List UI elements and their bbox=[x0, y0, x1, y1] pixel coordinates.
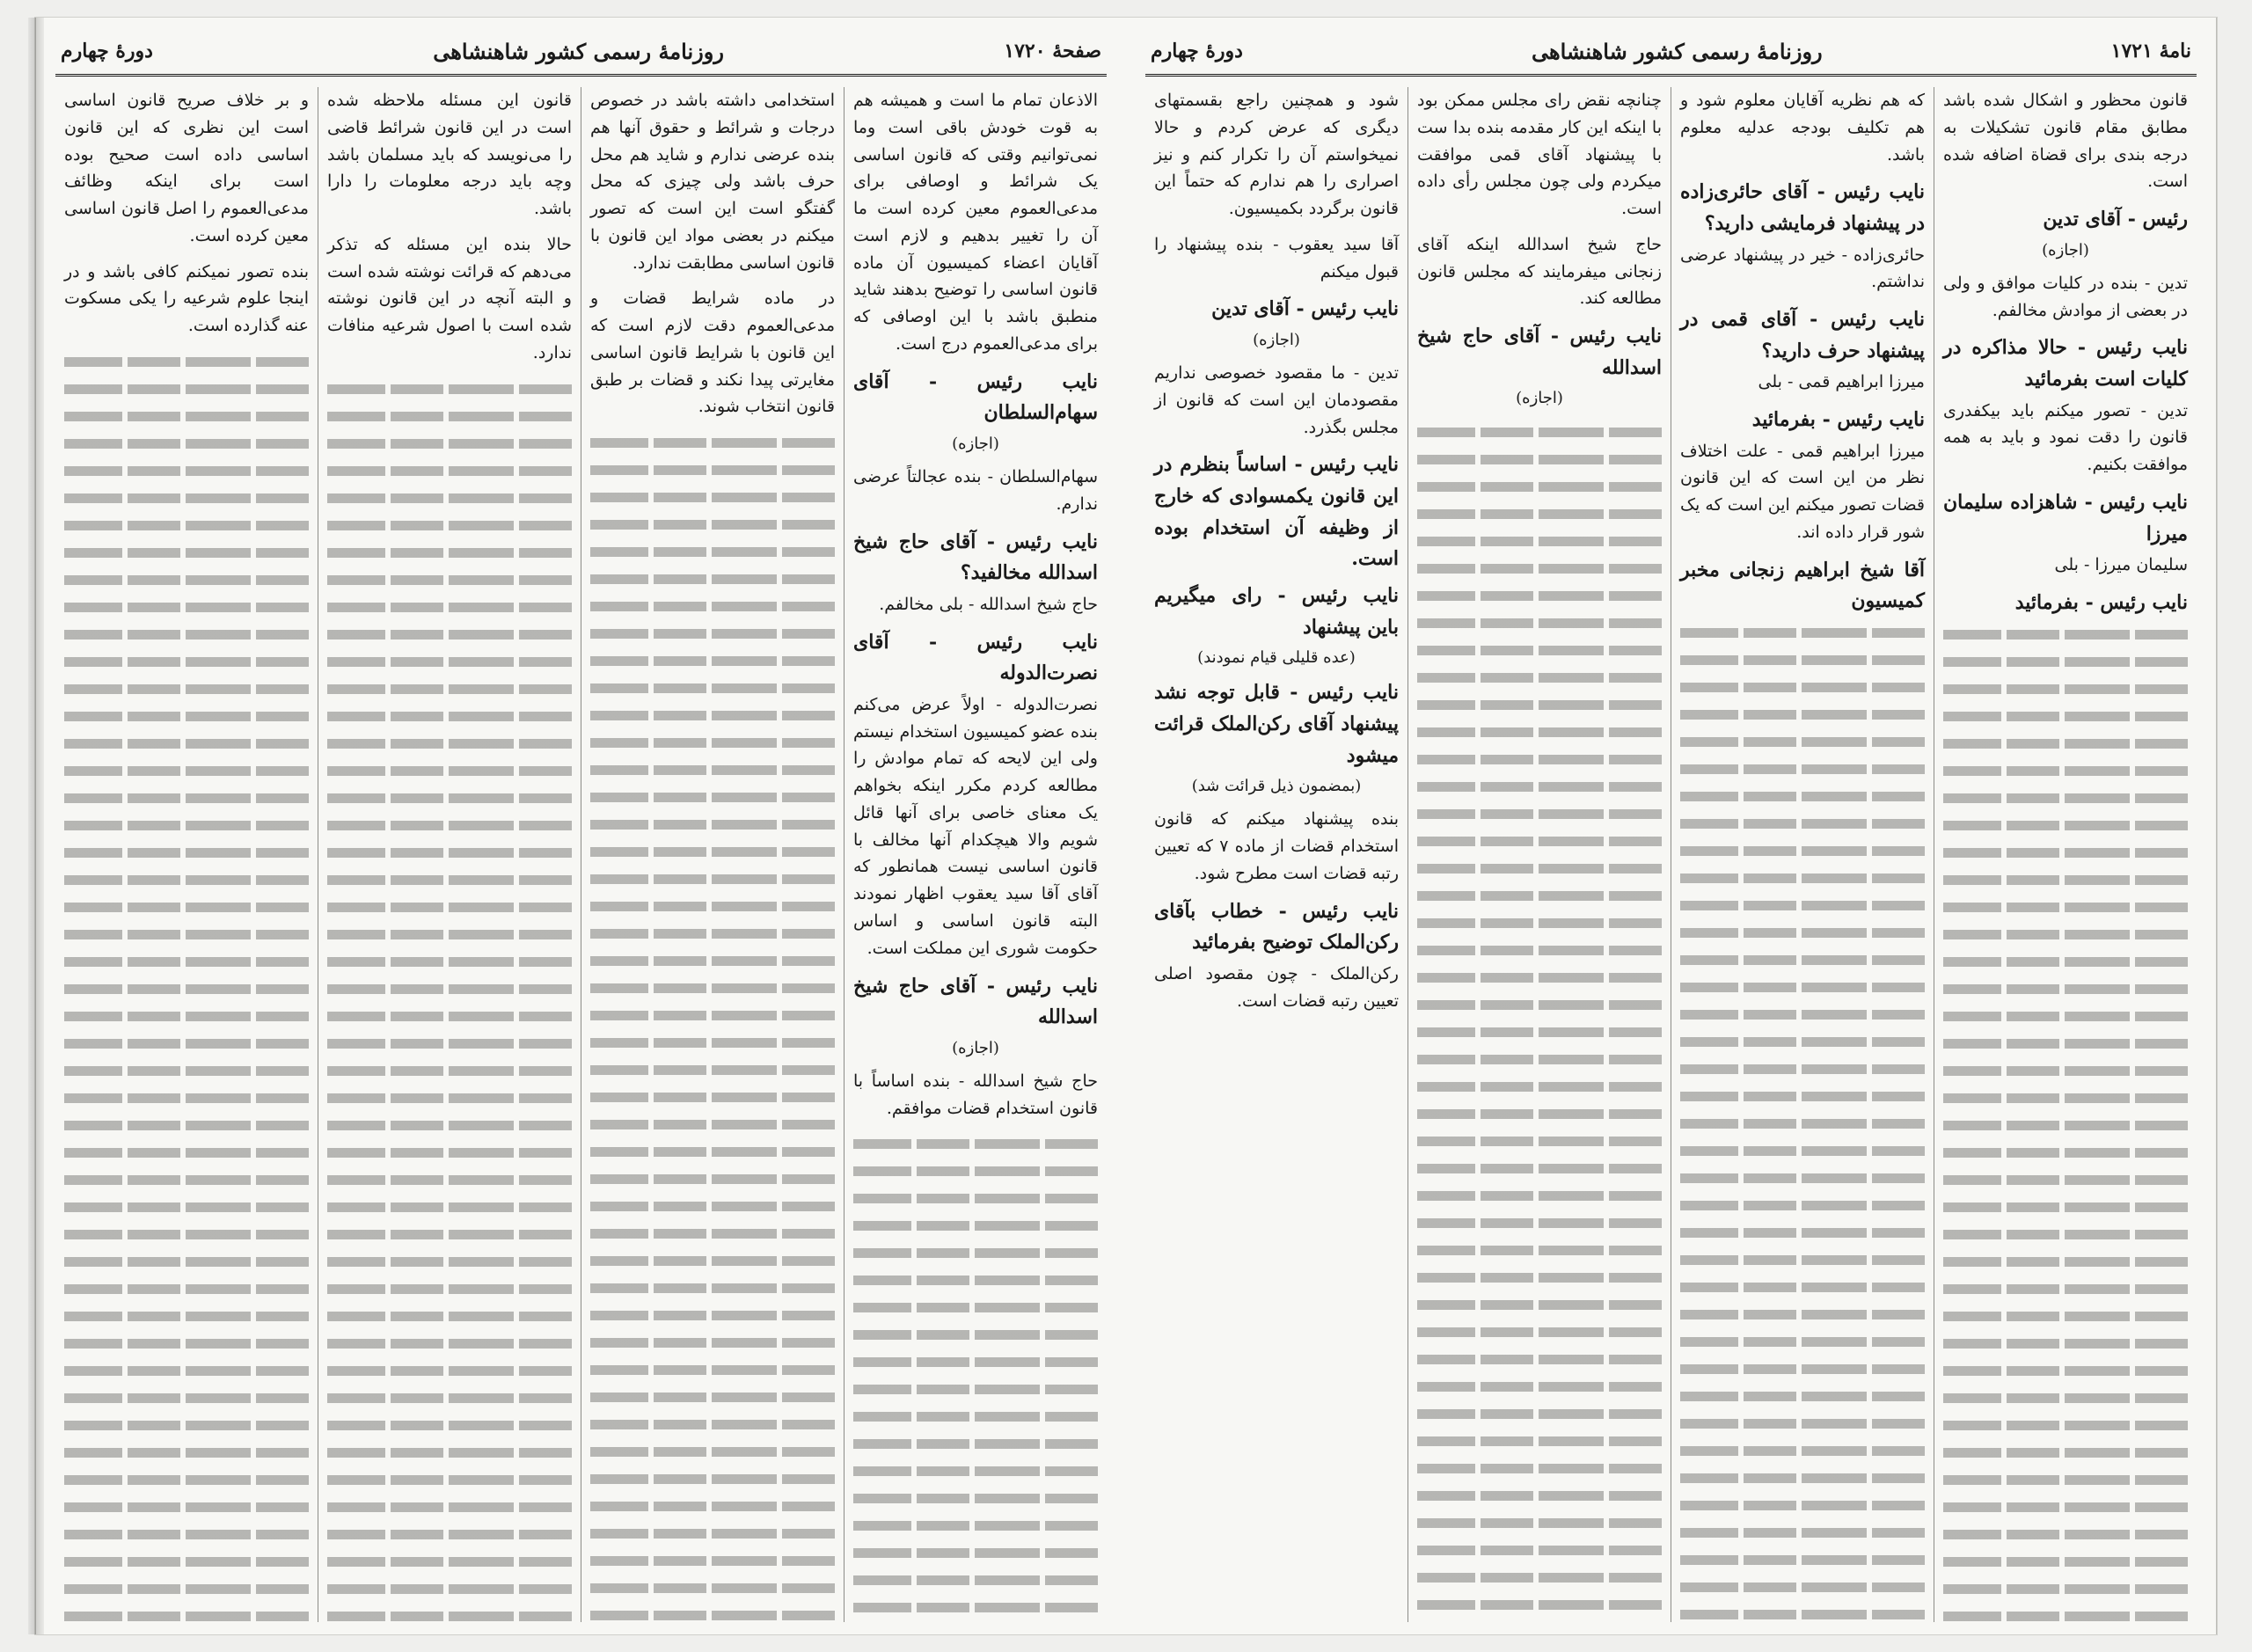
paragraph: قانون محظور و اشکال شده باشد مطابق مقام قانون تشکیلات به درجه بندی برای قضاة اضافه شده است. bbox=[1943, 91, 2188, 192]
period-label: دورهٔ چهارم bbox=[1151, 40, 1243, 62]
paragraph: شود و همچنین راجع بقسمتهای دیگری که عرض کردم و حالا نمیخواستم آن را تکرار کنم و نیز اصراری را هم ندارم که حتماً این قانون برگردد بکمیسیون. bbox=[1154, 91, 1399, 219]
speaker-heading: نایب رئیس - آقای تدین bbox=[1211, 297, 1399, 321]
paragraph: حائری‌زاده - خیر در پیشنهاد عرضی نداشتم. bbox=[1680, 245, 1925, 292]
illegible-text-block bbox=[64, 348, 309, 1622]
illegible-text-block bbox=[327, 376, 572, 1622]
page-gutter-shadow bbox=[28, 18, 44, 1634]
illegible-text-block bbox=[1417, 419, 1662, 1622]
illegible-text-block bbox=[853, 1130, 1098, 1622]
text-column bbox=[844, 87, 1107, 1622]
paragraph: سلیمان میرزا - بلی bbox=[2054, 555, 2188, 575]
right-page bbox=[35, 18, 1126, 1634]
speaker-heading: نایب رئیس - رای میگیریم باین پیشنهاد bbox=[1154, 583, 1399, 639]
text-column bbox=[318, 87, 581, 1622]
page-number: صفحهٔ ۱۷۲۰ bbox=[1004, 40, 1101, 62]
parenthetical-note: (اجازه) bbox=[952, 434, 999, 453]
paragraph: الاذعان تمام ما است و همیشه هم به قوت خودش باقی است وما نمی‌توانیم وقتی که قانون اساسی یک شرائط و اوصافی برای مدعی‌العموم معین کرده است ما آن را تغییر بدهیم و لازم است آقایان اعضاء کمیسیون آن ماده قانون اساسی را توضیح بدهند شاید منطبق باشد با این اوصافی که برای مدعی‌العموم درج است. bbox=[853, 91, 1098, 354]
paragraph: حاج شیخ اسدالله اینکه آقای زنجانی میفرمایند که مجلس قانون مطالعه کند. bbox=[1417, 234, 1662, 309]
text-column bbox=[1408, 87, 1671, 1622]
text-column bbox=[1145, 87, 1408, 1622]
paragraph: حاج شیخ اسدالله - بلی مخالفم. bbox=[879, 594, 1098, 614]
speaker-heading: نایب رئیس - قابل توجه نشد پیشنهاد آقای رکن‌الملک قرائت میشود bbox=[1154, 681, 1399, 767]
paragraph: سهام‌السلطان - بنده عجالتاً عرضی ندارم. bbox=[853, 467, 1098, 514]
parenthetical-note: (بمضمون ذیل قرائت شد) bbox=[1191, 777, 1362, 796]
speaker-heading: نایب رئیس - آقای حاج شیخ اسدالله مخالفید؟ bbox=[853, 530, 1098, 585]
parenthetical-note: (اجازه) bbox=[2042, 240, 2089, 259]
right-page-header bbox=[55, 33, 1107, 77]
speaker-heading: آقا شیخ ابراهیم زنجانی مخبر کمیسیون bbox=[1680, 558, 1925, 613]
speaker-heading: نایب رئیس - آقای حاج شیخ اسدالله bbox=[1417, 325, 1662, 379]
text-column bbox=[55, 87, 318, 1622]
speaker-heading: نایب رئیس - آقای حاج شیخ اسدالله bbox=[853, 974, 1098, 1029]
parenthetical-note: (اجازه) bbox=[1516, 389, 1563, 408]
paragraph: آقا سید یعقوب - بنده پیشنهاد را قبول میکنم bbox=[1154, 234, 1399, 281]
paragraph: که هم نظریه آقایان معلوم شود و هم تکلیف بودجه عدلیه معلوم باشد. bbox=[1680, 91, 1925, 164]
speaker-heading: نایب رئیس - آقای قمی در پیشنهاد حرف دارید؟ bbox=[1680, 308, 1925, 362]
speaker-heading: نایب رئیس - آقای نصرت‌الدوله bbox=[853, 630, 1098, 685]
paragraph: قانون این مسئله ملاحظه شده است در این قانون شرائط قاضی را می‌نویسد که باید مسلمان باشد وچه باید درجه معلومات را دارا باشد. bbox=[327, 91, 572, 219]
speaker-heading: نایب رئیس - آقای سهام‌السلطان bbox=[853, 369, 1098, 425]
paragraph: تدین - تصور میکنم باید بیکفدری قانون را دقت نمود و باید به همه موافقت بکنیم. bbox=[1943, 400, 2188, 475]
paragraph: بنده تصور نمیکنم کافی باشد و در اینجا علوم شرعیه را یکی مسکوت عنه گذارده است. bbox=[64, 261, 309, 336]
left-page-columns bbox=[1145, 87, 2197, 1622]
text-column bbox=[1934, 87, 2197, 1622]
paragraph: و بر خلاف صریح قانون اساسی است این نظری که این قانون اساسی داده است صحیح بوده است برای اینکه وظائف مدعی‌العموم را اصل قانون اساسی معین کرده است. bbox=[64, 91, 309, 245]
paragraph: تدین - ما مقصود خصوصی نداریم مقصودمان این است که قانون از مجلس بگذرد. bbox=[1154, 363, 1399, 437]
text-column bbox=[1671, 87, 1934, 1622]
paragraph: نصرت‌الدوله - اولاً عرض می‌کنم بنده عضو کمیسیون استخدام نیستم ولی این لایحه که تمام موادش را مطالعه کردم مکرر اینکه بخواهم یک معنای خاصی برای آنها قائل شویم والا هیچکدام آنها مخالف با قانون اساسی نیست همانطور که آقای آقا سید یعقوب اظهار نمودند البته قانون اساسی و اساس حکومت شوری این مملکت است. bbox=[853, 694, 1098, 958]
parenthetical-note: (اجازه) bbox=[952, 1038, 999, 1057]
left-page bbox=[1126, 18, 2217, 1634]
paragraph: چنانچه نقض رای مجلس ممکن بود با اینکه این کار مقدمه بنده بدا ست با پیشنهاد آقای قمی موافقت میکردم ولی چون مجلس رأی داده است. bbox=[1417, 91, 1662, 219]
speaker-heading: نایب رئیس - خطاب بآقای رکن‌الملک توضیح بفرمائید bbox=[1154, 899, 1399, 954]
paragraph: بنده پیشنهاد میکنم که قانون استخدام قضات از ماده ۷ که تعیین رتبه قضات است مطرح شود. bbox=[1154, 809, 1399, 883]
left-page-header bbox=[1145, 33, 2197, 77]
speaker-heading: نایب رئیس - بفرمائید bbox=[1751, 408, 1925, 432]
page-number: نامهٔ ۱۷۲۱ bbox=[2110, 40, 2191, 62]
paragraph: میرزا ابراهیم قمی - علت اختلاف نظر من این است که این قانون قضات تصور میکنم این است که یک شور قرار داده اند. bbox=[1680, 441, 1925, 543]
illegible-text-block bbox=[1680, 619, 1925, 1622]
speaker-heading: نایب رئیس - اساساً بنظرم در این قانون یکمسوادی که خارج از وظیفه آن استخدام بوده است. bbox=[1154, 453, 1399, 571]
newspaper-title: روزنامهٔ رسمی کشور شاهنشاهی bbox=[433, 38, 724, 64]
text-column bbox=[581, 87, 844, 1622]
paragraph: استخدامی داشته باشد در خصوص درجات و شرائط و حقوق آنها هم بنده عرضی ندارم و شاید هم محل حرف باشد ولی چیزی که محل گفتگو است این است که تصور میکنم در بعضی مواد این قانون با قانون اساسی مطابقت ندارد. bbox=[590, 91, 835, 273]
parenthetical-note: (اجازه) bbox=[1253, 330, 1300, 349]
parenthetical-note: (عده قلیلی قیام نمودند) bbox=[1197, 648, 1356, 668]
speaker-heading: نایب رئیس - بفرمائید bbox=[2014, 590, 2188, 614]
paragraph: در ماده شرایط قضات و مدعی‌العموم دقت لازم است که این قانون با شرایط قانون اساسی مغایرتی پیدا نکند و قضات بر طبق قانون انتخاب شوند. bbox=[590, 289, 835, 417]
period-label: دورهٔ چهارم bbox=[61, 40, 153, 62]
newspaper-spread bbox=[35, 18, 2217, 1634]
newspaper-title: روزنامهٔ رسمی کشور شاهنشاهی bbox=[1531, 38, 1823, 64]
right-page-columns bbox=[55, 87, 1107, 1622]
paragraph: میرزا ابراهیم قمی - بلی bbox=[1758, 372, 1925, 392]
illegible-text-block bbox=[1943, 621, 2188, 1622]
paragraph: حاج شیخ اسدالله - بنده اساساً با قانون استخدام قضات موافقم. bbox=[853, 1071, 1098, 1118]
paragraph: تدین - بنده در کلیات موافق و ولی در بعضی از موادش مخالفم. bbox=[1943, 273, 2188, 320]
paragraph: حالا بنده این مسئله که تذکر می‌دهم که قرائت نوشته شده است و البته آنچه در این قانون نوشته شده است با اصول شرعیه منافات ندارد. bbox=[326, 234, 572, 362]
illegible-text-block bbox=[590, 429, 835, 1622]
speaker-heading: نایب رئیس - حالا مذاکره در کلیات است بفرمائید bbox=[1943, 336, 2188, 391]
paragraph: رکن‌الملک - چون مقصود اصلی تعیین رتبه قضات است. bbox=[1154, 963, 1399, 1011]
speaker-heading: نایب رئیس - شاهزاده سلیمان میرزا bbox=[1943, 490, 2188, 545]
speaker-heading: نایب رئیس - آقای حائری‌زاده در پیشنهاد فرمایشی دارید؟ bbox=[1680, 180, 1925, 235]
speaker-heading: رئیس - آقای تدین bbox=[2043, 208, 2188, 231]
